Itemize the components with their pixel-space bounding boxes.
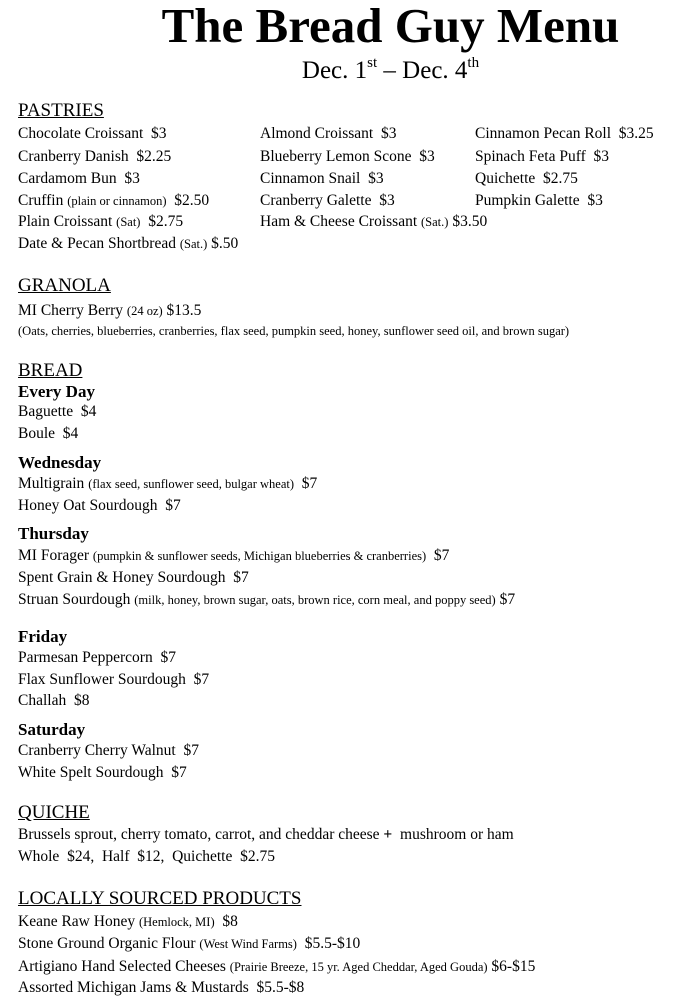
pastry-item: Ham & Cheese Croissant (Sat.) $3.50 <box>260 213 488 230</box>
pastry-item: Cranberry Galette $3 <box>260 192 395 209</box>
pastry-item: Blueberry Lemon Scone $3 <box>260 148 435 165</box>
date-separator: – <box>377 57 403 84</box>
granola-heading: GRANOLA <box>18 275 111 296</box>
date-range <box>0 54 681 88</box>
thursday-label: Thursday <box>18 524 89 543</box>
every-day-label: Every Day <box>18 382 95 401</box>
date-start-suffix: st <box>367 55 378 71</box>
bread-item: Challah $8 <box>18 692 90 709</box>
local-item: Artigiano Hand Selected Cheeses (Prairie Breeze, 15 yr. Aged Cheddar, Aged Gouda) $6-$15 <box>18 958 536 975</box>
pastries-heading: PASTRIES <box>18 100 104 121</box>
granola-item: MI Cherry Berry (24 oz) $13.5 <box>18 302 202 319</box>
local-heading: LOCALLY SOURCED PRODUCTS <box>18 888 302 909</box>
date-start: Dec. 1 <box>301 57 368 84</box>
bread-item: White Spelt Sourdough $7 <box>18 764 187 781</box>
local-item: Keane Raw Honey (Hemlock, MI) $8 <box>18 913 238 930</box>
bread-item: Boule $4 <box>18 425 79 442</box>
date-end: Dec. 4 <box>402 57 468 84</box>
wednesday-label: Wednesday <box>18 453 102 472</box>
pastry-item: Cardamom Bun $3 <box>18 170 140 187</box>
local-item: Stone Ground Organic Flour (West Wind Farms) $5.5-$10 <box>18 935 361 952</box>
pastry-item: Almond Croissant $3 <box>260 125 397 142</box>
local-item: Assorted Michigan Jams & Mustards $5.5-$8 <box>18 979 305 996</box>
quiche-description: Brussels sprout, cherry tomato, carrot, and cheddar cheese + mushroom or ham <box>18 826 514 843</box>
pastry-item: Cranberry Danish $2.25 <box>18 148 172 165</box>
bread-item: Spent Grain & Honey Sourdough $7 <box>18 569 249 586</box>
menu-title: The Bread Guy Menu <box>161 0 620 53</box>
quiche-prices: Whole $24, Half $12, Quichette $2.75 <box>18 848 275 865</box>
bread-item: Honey Oat Sourdough $7 <box>18 497 181 514</box>
bread-item: MI Forager (pumpkin & sunflower seeds, Michigan blueberries & cranberries) $7 <box>18 547 450 564</box>
pastry-item: Plain Croissant (Sat) $2.75 <box>18 213 184 230</box>
bread-item: Cranberry Cherry Walnut $7 <box>18 742 199 759</box>
pastry-item: Cinnamon Pecan Roll $3.25 <box>475 125 654 142</box>
pastry-item: Chocolate Croissant $3 <box>18 125 167 142</box>
pastry-item: Pumpkin Galette $3 <box>475 192 603 209</box>
bread-heading: BREAD <box>18 360 83 381</box>
friday-label: Friday <box>18 627 68 646</box>
bread-item: Flax Sunflower Sourdough $7 <box>18 671 210 688</box>
pastry-item: Spinach Feta Puff $3 <box>475 148 610 165</box>
pastry-item: Cinnamon Snail $3 <box>260 170 384 187</box>
quiche-heading: QUICHE <box>18 802 90 823</box>
bread-item: Multigrain (flax seed, sunflower seed, bulgar wheat) $7 <box>18 475 318 492</box>
pastry-item: Date & Pecan Shortbread (Sat.) $.50 <box>18 235 239 252</box>
bread-item: Parmesan Peppercorn $7 <box>18 649 176 666</box>
pastry-item: Cruffin (plain or cinnamon) $2.50 <box>18 192 210 209</box>
granola-ingredients: (Oats, cherries, blueberries, cranberries, flax seed, pumpkin seed, honey, sunflower seed oil, and brown sugar) <box>18 324 570 338</box>
saturday-label: Saturday <box>18 720 86 739</box>
bread-item: Baguette $4 <box>18 403 97 420</box>
pastry-item: Quichette $2.75 <box>475 170 578 187</box>
date-end-suffix: th <box>467 55 480 71</box>
bread-item: Struan Sourdough (milk, honey, brown sugar, oats, brown rice, corn meal, and poppy seed) $7 <box>18 591 516 608</box>
